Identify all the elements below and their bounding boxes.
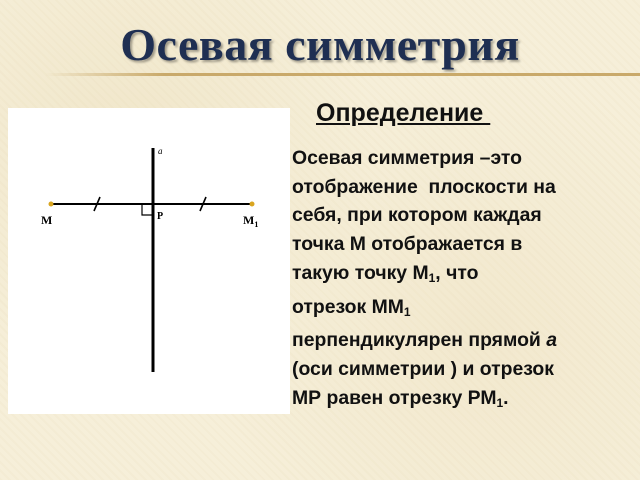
label-m: M — [41, 213, 53, 227]
point-m1-marker — [250, 202, 255, 207]
definition-text — [292, 144, 632, 417]
diagram-canvas — [8, 108, 290, 414]
label-m1 — [243, 213, 258, 229]
right-angle-marker — [142, 204, 153, 215]
definition-line-9: МР равен отрезку $РМ_1$. — [292, 386, 509, 410]
symmetry-diagram — [8, 108, 290, 414]
slide-title: Осевая симметрия — [120, 19, 520, 70]
definition-line-8: (оси симметрии ) и отрезок — [292, 357, 554, 380]
definition-line-2: отображение плоскости на — [292, 175, 556, 198]
label-p: P — [157, 211, 164, 222]
point-m-marker — [49, 202, 54, 207]
label-m1-letter: M — [243, 213, 255, 227]
axis-label-a: a — [158, 146, 163, 156]
definition-line-3: себя, при котором каждая — [292, 204, 542, 227]
definition-line-4: точка М отображается в — [292, 233, 523, 256]
definition-line-7: перпендикулярен прямой а — [292, 329, 558, 352]
definition-heading: Определение — [316, 99, 491, 127]
title-underline-rule — [45, 73, 640, 76]
definition-line-5: такую точку $М_1$, что — [292, 261, 479, 285]
definition-line-6: отрезок $ММ_1$ — [292, 295, 411, 319]
label-m1-subscript: 1 — [254, 220, 259, 229]
definition-line-1: Осевая симметрия –это — [292, 147, 523, 169]
